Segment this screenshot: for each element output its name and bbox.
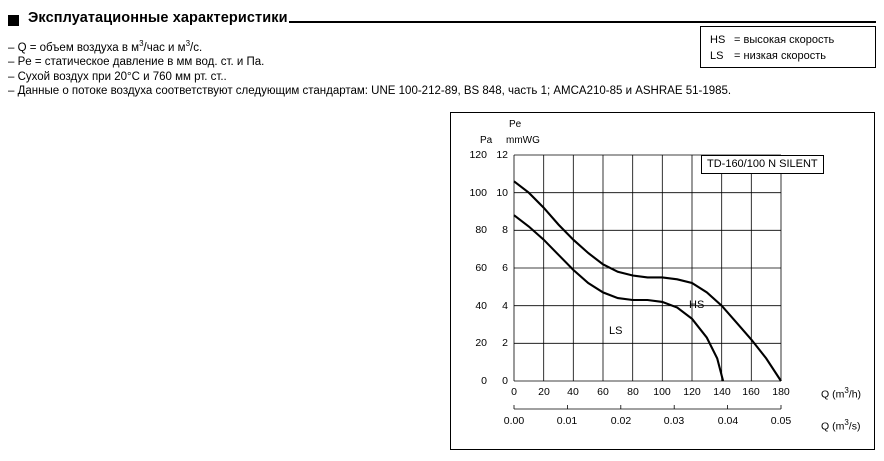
xtick-qs-002: 0.02 bbox=[610, 415, 632, 427]
xtick-q-80: 80 bbox=[627, 386, 639, 398]
legend-row-hs bbox=[710, 34, 834, 46]
legend-eq-hs: = bbox=[734, 34, 741, 46]
ytick-pa-20: 20 bbox=[475, 337, 487, 349]
model-label-box: TD-160/100 N SILENT bbox=[701, 155, 824, 174]
note-line-q bbox=[8, 37, 708, 55]
xtick-q-180: 180 bbox=[772, 386, 790, 398]
note-q-sup2: 3 bbox=[185, 39, 191, 48]
ytick-pa-80: 80 bbox=[475, 224, 487, 236]
note-q-sup1: 3 bbox=[139, 39, 144, 48]
xtick-q-0: 0 bbox=[511, 386, 517, 398]
legend-eq-ls: = bbox=[734, 50, 741, 62]
xtick-qs-004: 0.04 bbox=[717, 415, 739, 427]
ytick-mmwg-8: 8 bbox=[502, 224, 508, 236]
xtick-q-120: 120 bbox=[683, 386, 701, 398]
ytick-pa-40: 40 bbox=[475, 300, 487, 312]
legend-row-ls bbox=[710, 50, 826, 62]
curve-annotation-ls: LS bbox=[609, 325, 623, 337]
legend-key-ls: LS bbox=[710, 50, 724, 62]
axis-unit-mmwg: mmWG bbox=[506, 135, 540, 146]
performance-chart bbox=[450, 112, 875, 450]
ytick-mmwg-2: 2 bbox=[502, 337, 508, 349]
axis-title-pe: Pe bbox=[509, 119, 522, 130]
note-q-suffix: /с. bbox=[190, 41, 203, 54]
note-line-air: – Сухой воздух при 20°C и 760 мм рт. ст.. bbox=[8, 70, 227, 83]
xtick-qs-005: 0.05 bbox=[770, 415, 792, 427]
note-q-prefix: – Q = объем воздуха в м bbox=[8, 41, 140, 54]
legend-label-ls: низкая скорость bbox=[743, 50, 827, 62]
ytick-pa-120: 120 bbox=[469, 149, 487, 161]
note-line-standards: – Данные о потоке воздуха соответствуют следующим стандартам: UNE 100-212-89, BS 848, часть 1; AMCA210-85 и ASHRAE 51-1985. bbox=[8, 85, 732, 98]
xtick-q-20: 20 bbox=[538, 386, 550, 398]
legend-key-hs: HS bbox=[710, 34, 726, 46]
header-bullet-icon bbox=[8, 15, 19, 26]
xtick-q-40: 40 bbox=[567, 386, 579, 398]
page-title: Эксплуатационные характеристики bbox=[28, 10, 288, 26]
ytick-mmwg-12: 12 bbox=[496, 149, 508, 161]
curve-annotation-hs: HS bbox=[689, 299, 705, 311]
xtick-q-140: 140 bbox=[713, 386, 731, 398]
note-q-mid: /час и м bbox=[143, 41, 186, 54]
ytick-mmwg-10: 10 bbox=[496, 187, 508, 199]
xtick-q-60: 60 bbox=[597, 386, 609, 398]
xtick-qs-003: 0.03 bbox=[663, 415, 685, 427]
ytick-mmwg-6: 6 bbox=[502, 262, 508, 274]
xaxis-caption-primary: Q $(m^3/h)$ bbox=[821, 386, 862, 401]
xtick-qs-000: 0.00 bbox=[503, 415, 525, 427]
axis-unit-pa: Pa bbox=[480, 135, 493, 146]
legend-label-hs: высокая скорость bbox=[743, 34, 835, 46]
xtick-q-100: 100 bbox=[653, 386, 671, 398]
ytick-mmwg-0: 0 bbox=[502, 375, 508, 387]
xtick-q-160: 160 bbox=[742, 386, 760, 398]
ytick-pa-60: 60 bbox=[475, 262, 487, 274]
ytick-pa-0: 0 bbox=[481, 375, 487, 387]
xaxis-caption-secondary: Q $(m^3/s)$ bbox=[821, 418, 861, 433]
xtick-qs-001: 0.01 bbox=[556, 415, 578, 427]
ytick-mmwg-4: 4 bbox=[502, 300, 508, 312]
curve-hs bbox=[514, 181, 781, 381]
note-line-pe: – Pe = статическое давление в мм вод. ст. и Па. bbox=[8, 56, 265, 69]
speed-legend-box bbox=[700, 26, 876, 68]
ytick-pa-100: 100 bbox=[469, 187, 487, 199]
header-divider bbox=[289, 21, 876, 23]
